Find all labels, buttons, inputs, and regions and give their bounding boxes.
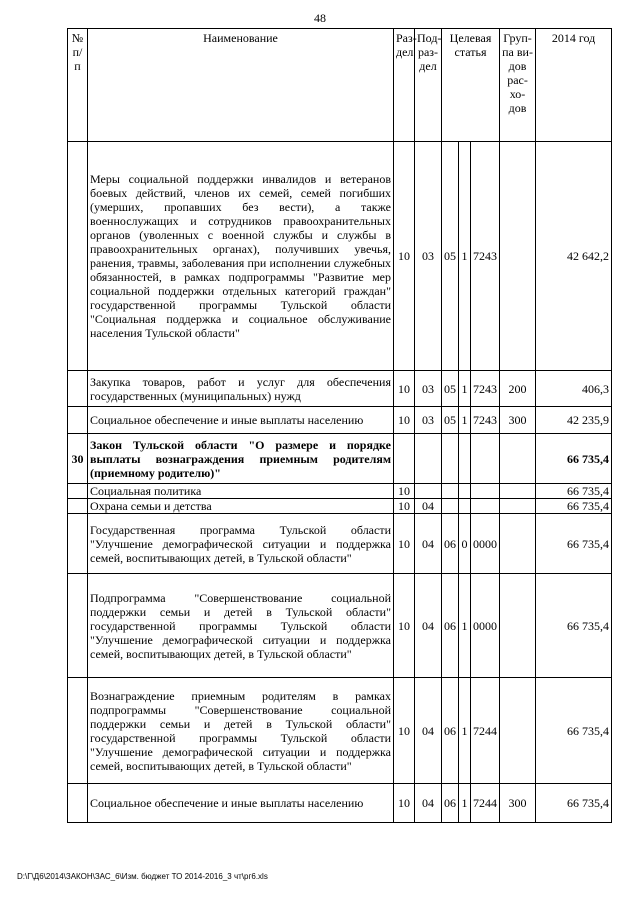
cell-num bbox=[68, 514, 88, 574]
header-target-article: Целевая статья bbox=[442, 29, 500, 142]
cell-target-program: 05 bbox=[442, 407, 459, 434]
cell-num: 30 bbox=[68, 434, 88, 484]
header-podrazdel: Под-раз-дел bbox=[415, 29, 442, 142]
cell-amount: 66 735,4 bbox=[536, 784, 612, 823]
table-row bbox=[68, 784, 612, 823]
cell-num bbox=[68, 678, 88, 784]
cell-target-subprogram: 1 bbox=[459, 407, 471, 434]
cell-target-program bbox=[442, 434, 459, 484]
cell-target-program: 06 bbox=[442, 678, 459, 784]
table-row bbox=[68, 142, 612, 371]
cell-name: Вознаграждение приемным родителям в рамках подпрограммы "Совершенствование социальной поддержки семьи и детей в Тульской области" государственной программы Тульской области "Улучшение демографической ситуации и поддержка семей, воспитывающих детей, в Тульской области" bbox=[88, 678, 394, 784]
cell-num bbox=[68, 499, 88, 514]
cell-target-subprogram bbox=[459, 484, 471, 499]
cell-expense-group: 200 bbox=[500, 371, 536, 407]
cell-expense-group bbox=[500, 574, 536, 678]
cell-amount: 66 735,4 bbox=[536, 499, 612, 514]
cell-razdel: 10 bbox=[394, 142, 415, 371]
cell-target-code: 0000 bbox=[471, 574, 500, 678]
cell-expense-group: 300 bbox=[500, 407, 536, 434]
cell-target-subprogram: 1 bbox=[459, 371, 471, 407]
header-razdel: Раз-дел bbox=[394, 29, 415, 142]
cell-target-subprogram bbox=[459, 434, 471, 484]
header-row bbox=[68, 29, 612, 142]
cell-target-program: 06 bbox=[442, 574, 459, 678]
cell-podrazdel: 03 bbox=[415, 371, 442, 407]
cell-amount: 66 735,4 bbox=[536, 574, 612, 678]
cell-target-program: 05 bbox=[442, 371, 459, 407]
cell-razdel bbox=[394, 434, 415, 484]
table-row bbox=[68, 574, 612, 678]
cell-amount: 66 735,4 bbox=[536, 678, 612, 784]
cell-amount: 42 235,9 bbox=[536, 407, 612, 434]
cell-podrazdel bbox=[415, 484, 442, 499]
cell-name: Государственная программа Тульской области "Улучшение демографической ситуации и поддержка семей, воспитывающих детей, в Тульской области" bbox=[88, 514, 394, 574]
cell-target-subprogram: 1 bbox=[459, 574, 471, 678]
table-row bbox=[68, 371, 612, 407]
cell-expense-group bbox=[500, 678, 536, 784]
cell-amount: 66 735,4 bbox=[536, 434, 612, 484]
cell-amount: 66 735,4 bbox=[536, 514, 612, 574]
file-path-footer: D:\Г\Д6\2014\ЗАКОН\ЗАС_6\Изм. бюджет ТО 2014-2016_3 чт\рг6.xls bbox=[17, 872, 268, 881]
cell-name: Социальное обеспечение и иные выплаты населению bbox=[88, 407, 394, 434]
cell-target-subprogram: 1 bbox=[459, 678, 471, 784]
cell-name: Охрана семьи и детства bbox=[88, 499, 394, 514]
cell-name: Подпрограмма "Совершенствование социальной поддержки семьи и детей в Тульской области" государственной программы Тульской области "Улучшение демографической ситуации и поддержка семей, воспитывающих детей, в Тульской области" bbox=[88, 574, 394, 678]
cell-podrazdel: 03 bbox=[415, 142, 442, 371]
cell-name: Меры социальной поддержки инвалидов и ветеранов боевых действий, членов их семей, семей погибших (умерших, пропавших без вести), а также военнослужащих и сотрудников правоохранительных органов (уволенных с военной службы и службы в правоохранительных органах), получивших увечья, ранения, травмы, заболевания при исполнении служебных обязанностей, в рамках подпрограммы "Развитие мер социальной поддержки отдельных категорий граждан" государственной программы Тульской области "Социальная поддержка и социальное обслуживание населения Тульской области" bbox=[88, 142, 394, 371]
cell-razdel: 10 bbox=[394, 784, 415, 823]
cell-expense-group bbox=[500, 484, 536, 499]
cell-target-code: 7244 bbox=[471, 678, 500, 784]
table-row bbox=[68, 678, 612, 784]
cell-podrazdel: 04 bbox=[415, 678, 442, 784]
cell-name: Социальная политика bbox=[88, 484, 394, 499]
cell-num bbox=[68, 371, 88, 407]
cell-target-subprogram: 1 bbox=[459, 784, 471, 823]
cell-num bbox=[68, 407, 88, 434]
cell-podrazdel bbox=[415, 434, 442, 484]
cell-target-subprogram: 1 bbox=[459, 142, 471, 371]
cell-podrazdel: 04 bbox=[415, 499, 442, 514]
header-year: 2014 год bbox=[536, 29, 612, 142]
cell-razdel: 10 bbox=[394, 484, 415, 499]
page-number: 48 bbox=[314, 11, 326, 25]
cell-name: Закон Тульской области "О размере и порядке выплаты вознаграждения приемным родителям (приемному родителю)" bbox=[88, 434, 394, 484]
cell-target-program: 05 bbox=[442, 142, 459, 371]
header-num: № п/п bbox=[68, 29, 88, 142]
cell-target-code: 7243 bbox=[471, 407, 500, 434]
table-row bbox=[68, 407, 612, 434]
cell-expense-group bbox=[500, 499, 536, 514]
table-row bbox=[68, 514, 612, 574]
cell-target-code: 7243 bbox=[471, 371, 500, 407]
cell-razdel: 10 bbox=[394, 499, 415, 514]
cell-target-subprogram: 0 bbox=[459, 514, 471, 574]
table-row bbox=[68, 484, 612, 499]
cell-target-program bbox=[442, 484, 459, 499]
cell-expense-group: 300 bbox=[500, 784, 536, 823]
cell-target-code: 0000 bbox=[471, 514, 500, 574]
cell-num bbox=[68, 142, 88, 371]
cell-amount: 42 642,2 bbox=[536, 142, 612, 371]
cell-razdel: 10 bbox=[394, 407, 415, 434]
table-row bbox=[68, 499, 612, 514]
cell-amount: 66 735,4 bbox=[536, 484, 612, 499]
cell-target-program bbox=[442, 499, 459, 514]
cell-podrazdel: 03 bbox=[415, 407, 442, 434]
cell-amount: 406,3 bbox=[536, 371, 612, 407]
cell-target-program: 06 bbox=[442, 514, 459, 574]
cell-podrazdel: 04 bbox=[415, 574, 442, 678]
cell-podrazdel: 04 bbox=[415, 784, 442, 823]
cell-razdel: 10 bbox=[394, 371, 415, 407]
cell-name: Социальное обеспечение и иные выплаты населению bbox=[88, 784, 394, 823]
cell-razdel: 10 bbox=[394, 678, 415, 784]
cell-target-code: 7244 bbox=[471, 784, 500, 823]
budget-table bbox=[67, 28, 612, 823]
cell-expense-group bbox=[500, 514, 536, 574]
cell-expense-group bbox=[500, 142, 536, 371]
cell-num bbox=[68, 574, 88, 678]
cell-razdel: 10 bbox=[394, 514, 415, 574]
cell-target-code bbox=[471, 499, 500, 514]
cell-name: Закупка товаров, работ и услуг для обеспечения государственных (муниципальных) нужд bbox=[88, 371, 394, 407]
cell-target-subprogram bbox=[459, 499, 471, 514]
cell-target-code bbox=[471, 434, 500, 484]
cell-target-code bbox=[471, 484, 500, 499]
cell-target-code: 7243 bbox=[471, 142, 500, 371]
cell-num bbox=[68, 484, 88, 499]
cell-expense-group bbox=[500, 434, 536, 484]
header-expense-group: Груп-па ви-дов рас-хо-дов bbox=[500, 29, 536, 142]
cell-num bbox=[68, 784, 88, 823]
cell-razdel: 10 bbox=[394, 574, 415, 678]
cell-podrazdel: 04 bbox=[415, 514, 442, 574]
cell-target-program: 06 bbox=[442, 784, 459, 823]
table-row bbox=[68, 434, 612, 484]
header-name: Наименование bbox=[88, 29, 394, 142]
